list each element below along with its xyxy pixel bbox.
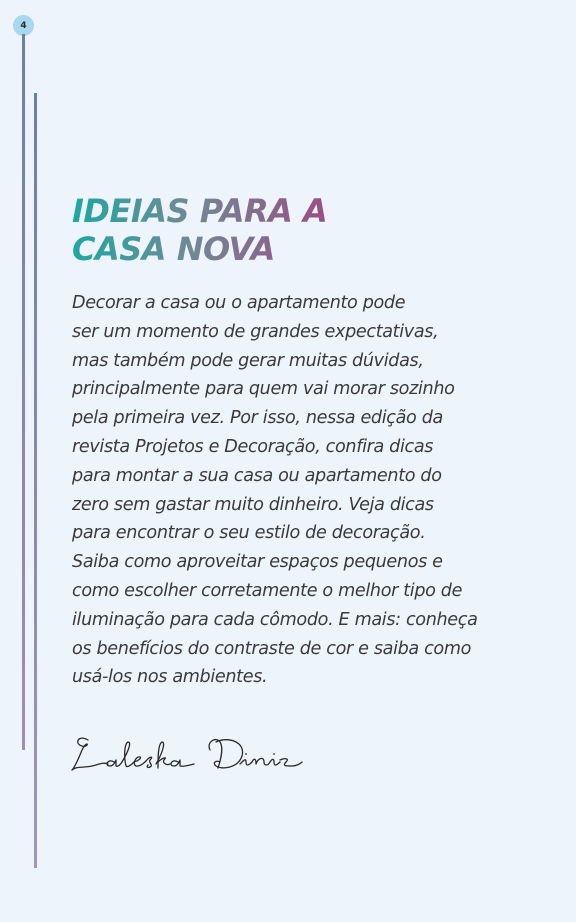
body-line: Saiba como aproveitar espaços pequenos e: [72, 552, 443, 573]
page-number-badge: 4: [13, 15, 34, 36]
body-line: revista Projetos e Decoração, confira dicas: [72, 436, 434, 457]
body-line: como escolher corretamente o melhor tipo de: [72, 580, 463, 601]
body-line: zero sem gastar muito dinheiro. Veja dicas: [72, 494, 434, 515]
handwritten-signature: [70, 728, 310, 778]
page-title: [72, 192, 327, 268]
body-line: mas também pode gerar muitas dúvidas,: [72, 350, 424, 371]
body-line: pela primeira vez. Por isso, nessa edição da: [72, 408, 443, 429]
decorative-vertical-rule-left: [22, 34, 25, 750]
title-line: IDEIAS PARA A: [72, 192, 328, 230]
editorial-body-text: [72, 289, 512, 692]
decorative-vertical-rule-right: [34, 93, 37, 868]
body-line: usá-los nos ambientes.: [72, 667, 268, 688]
title-line: CASA NOVA: [72, 230, 275, 268]
body-line: os benefícios do contraste de cor e saiba como: [72, 638, 472, 659]
body-line: para montar a sua casa ou apartamento do: [72, 465, 442, 486]
body-line: ser um momento de grandes expectativas,: [72, 321, 439, 342]
body-line: Decorar a casa ou o apartamento pode: [72, 293, 406, 313]
body-line: principalmente para quem vai morar sozinho: [72, 379, 455, 400]
body-line: para encontrar o seu estilo de decoração.: [72, 523, 426, 544]
body-line: iluminação para cada cômodo. E mais: conheça: [72, 609, 478, 630]
